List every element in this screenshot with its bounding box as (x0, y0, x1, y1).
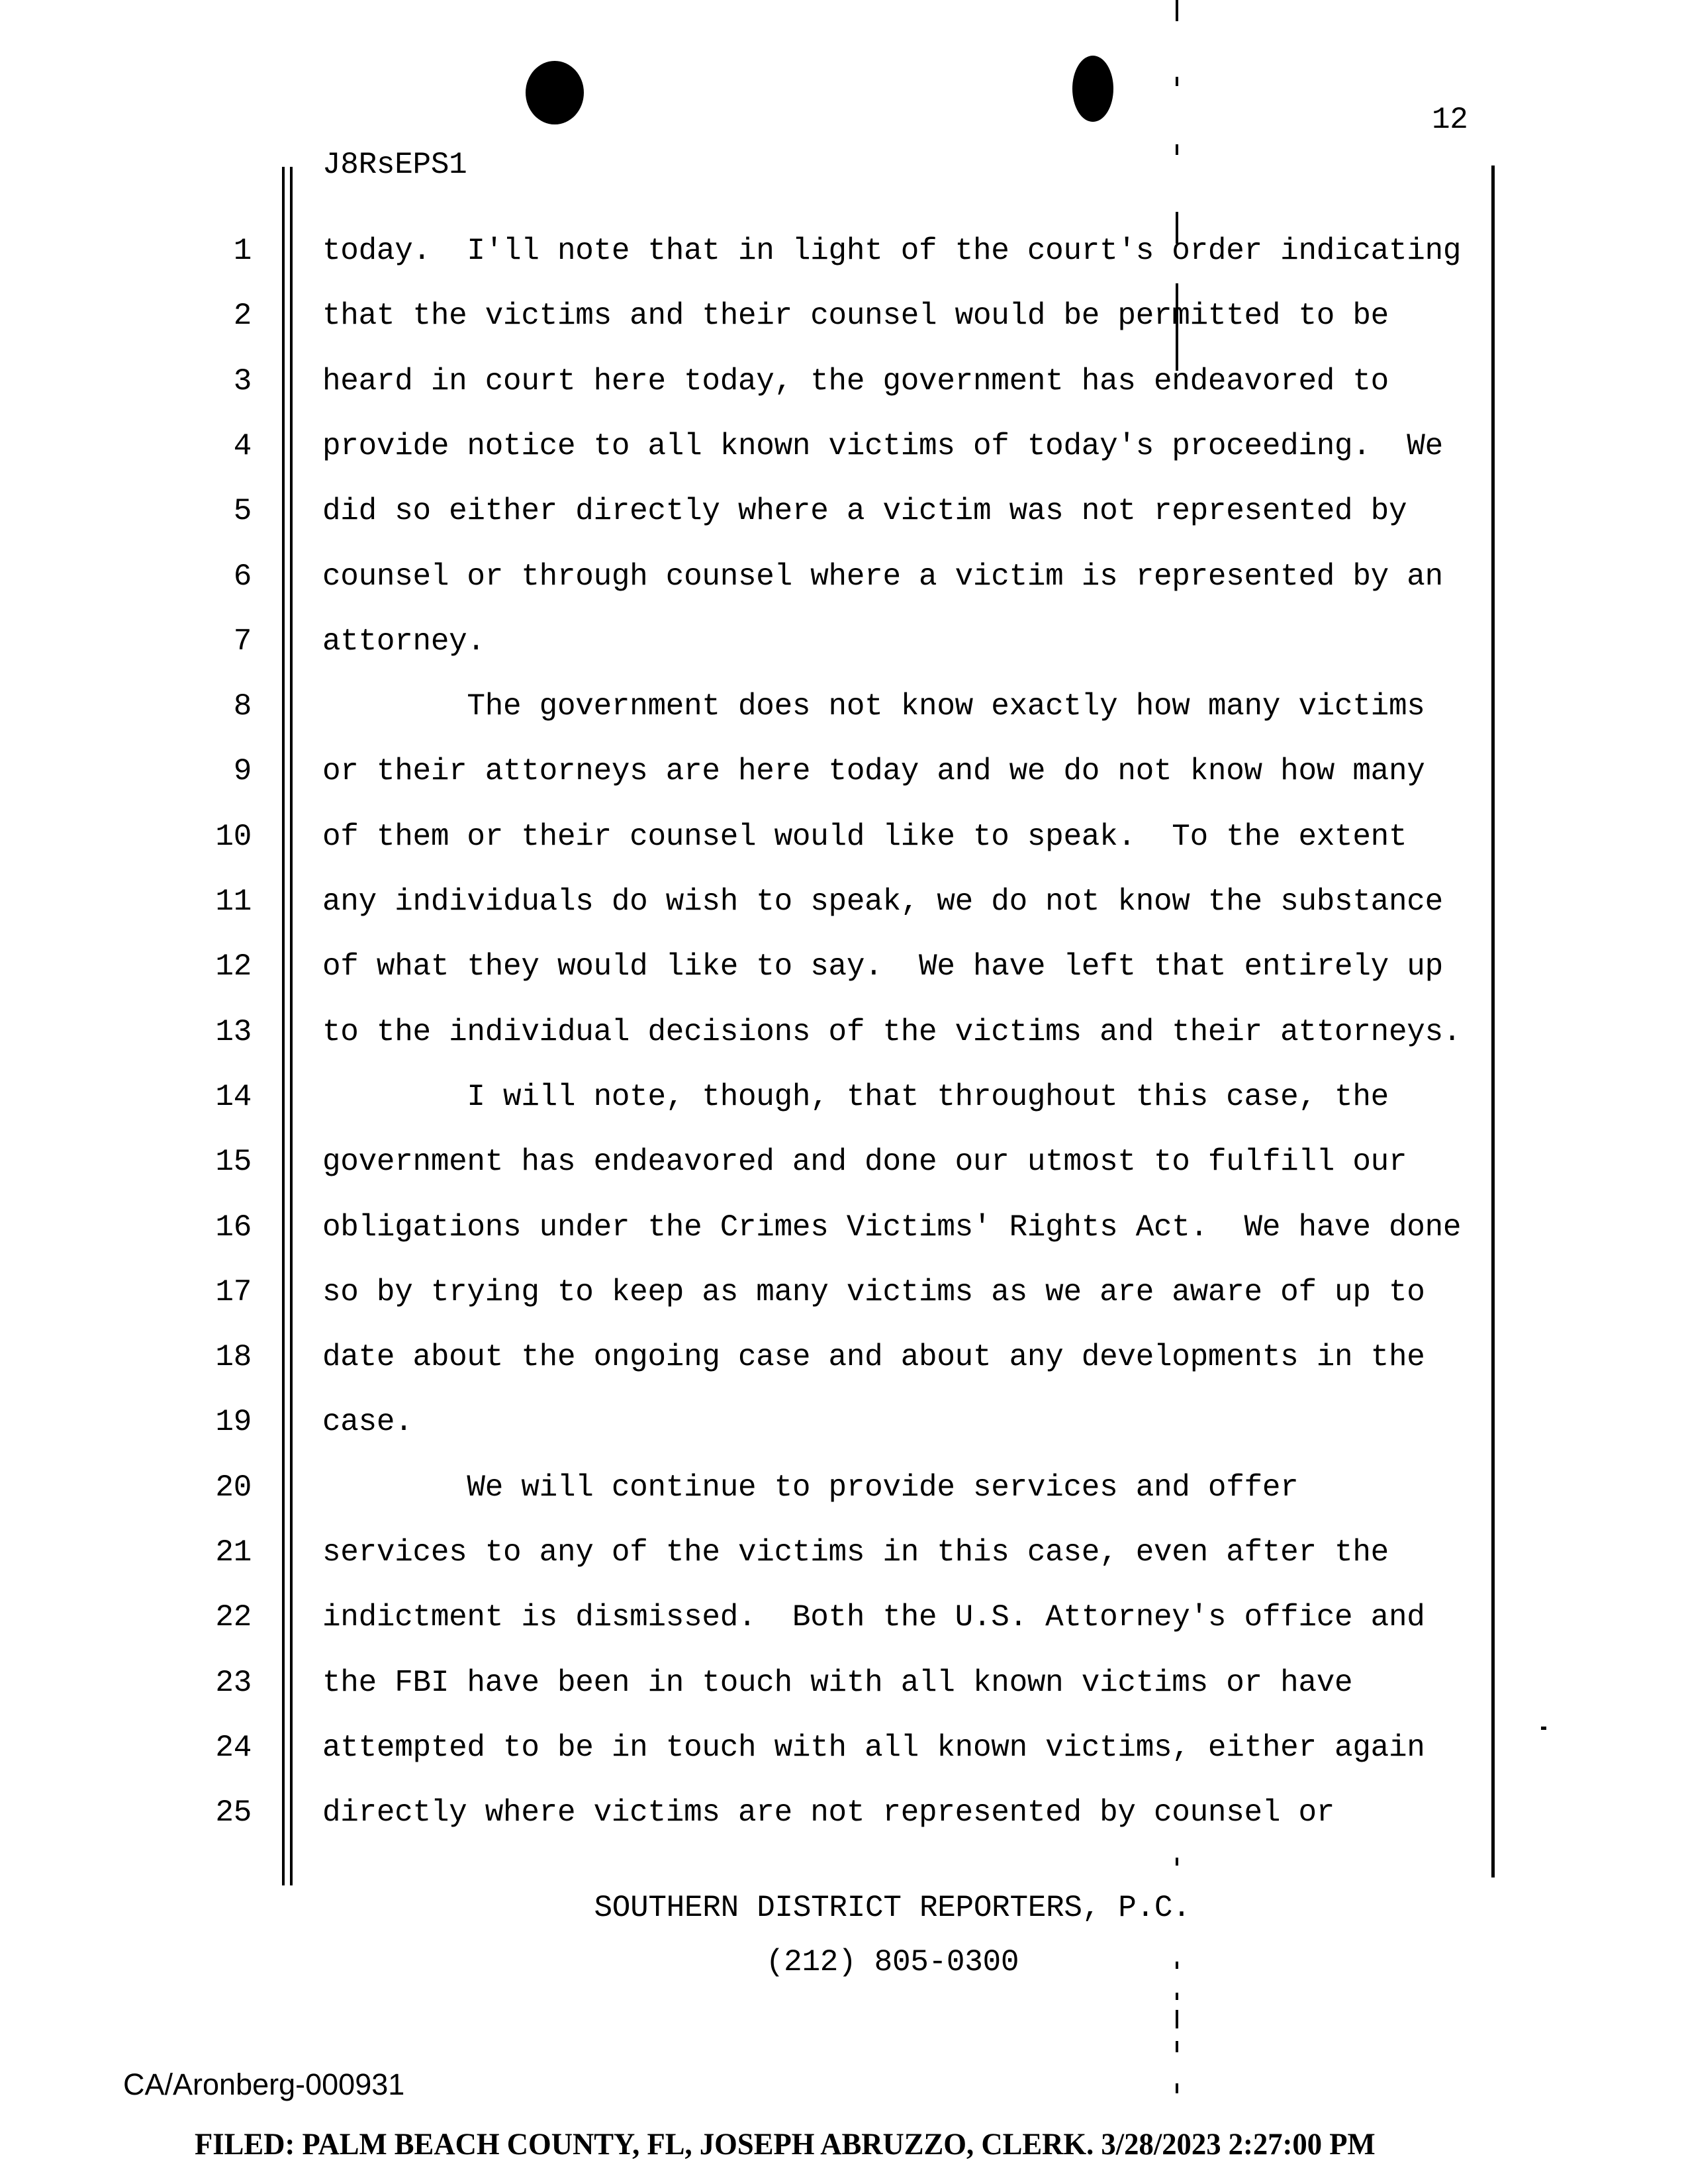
line-number: 12 (215, 949, 252, 984)
scan-artifact-dash (1176, 144, 1178, 155)
line-text: so by trying to keep as many victims as we are aware of up to (322, 1275, 1425, 1309)
line-number: 4 (233, 429, 252, 463)
left-margin-rule (290, 167, 293, 1885)
line-number: 9 (233, 754, 252, 788)
line-text: counsel or through counsel where a victim is represented by an (322, 559, 1443, 594)
line-number: 10 (215, 820, 252, 854)
scan-artifact-dash (1176, 2041, 1178, 2052)
scan-artifact-dash (1176, 2010, 1178, 2028)
scan-artifact-dash (1176, 1858, 1178, 1866)
line-number: 11 (215, 884, 252, 919)
line-number: 3 (233, 364, 252, 399)
line-number: 2 (233, 299, 252, 333)
left-margin-rule (282, 167, 285, 1885)
page-number: 12 (1432, 103, 1468, 137)
line-number: 7 (233, 624, 252, 659)
line-number: 25 (215, 1795, 252, 1830)
line-number: 8 (233, 689, 252, 724)
line-text: or their attorneys are here today and we do not know how many (322, 754, 1425, 788)
bates-number: CA/Aronberg-000931 (123, 2067, 405, 2101)
line-text: attempted to be in touch with all known victims, either again (322, 1731, 1425, 1765)
line-text: heard in court here today, the government has endeavored to (322, 364, 1389, 399)
hole-punch-icon (1072, 56, 1113, 122)
line-number: 22 (215, 1600, 252, 1635)
line-text: of what they would like to say. We have left that entirely up (322, 949, 1443, 984)
line-text: provide notice to all known victims of today's proceeding. We (322, 429, 1443, 463)
filed-stamp: FILED: PALM BEACH COUNTY, FL, JOSEPH ABRUZZO, CLERK. 3/28/2023 2:27:00 PM (195, 2127, 1376, 2161)
right-margin-rule (1491, 166, 1495, 1877)
line-text: obligations under the Crimes Victims' Rights Act. We have done (322, 1210, 1462, 1245)
line-text: of them or their counsel would like to speak. To the extent (322, 820, 1407, 854)
line-text: services to any of the victims in this case, even after the (322, 1535, 1389, 1570)
line-text: directly where victims are not represented by counsel or (322, 1795, 1335, 1830)
line-number: 23 (215, 1666, 252, 1700)
scan-artifact-dash (1176, 1993, 1178, 2000)
line-number: 14 (215, 1080, 252, 1114)
line-text: did so either directly where a victim was not represented by (322, 494, 1407, 528)
line-text: the FBI have been in touch with all known victims or have (322, 1666, 1353, 1700)
scan-artifact-dash (1176, 77, 1178, 86)
line-number: 16 (215, 1210, 252, 1245)
scan-speck (1541, 1727, 1546, 1730)
line-text: I will note, though, that throughout this case, the (322, 1080, 1389, 1114)
line-text: any individuals do wish to speak, we do not know the substance (322, 884, 1443, 919)
scan-artifact-dash (1176, 2083, 1178, 2093)
scan-artifact-dash (1176, 0, 1178, 21)
line-text: today. I'll note that in light of the court's order indicating (322, 234, 1462, 268)
line-number: 6 (233, 559, 252, 594)
line-text: case. (322, 1405, 413, 1439)
line-text: The government does not know exactly how many victims (322, 689, 1425, 724)
reporter-phone: (212) 805-0300 (765, 1945, 1019, 1979)
line-text: We will continue to provide services and offer (322, 1470, 1299, 1505)
line-number: 21 (215, 1535, 252, 1570)
line-number: 20 (215, 1470, 252, 1505)
line-number: 17 (215, 1275, 252, 1309)
line-text: indictment is dismissed. Both the U.S. Attorney's office and (322, 1600, 1425, 1635)
line-text: date about the ongoing case and about any developments in the (322, 1340, 1425, 1374)
line-text: that the victims and their counsel would be permitted to be (322, 299, 1389, 333)
line-number: 24 (215, 1731, 252, 1765)
line-number: 5 (233, 494, 252, 528)
hole-punch-icon (526, 61, 584, 124)
transcript-header-code: J8RsEPS1 (322, 148, 467, 182)
line-number: 13 (215, 1015, 252, 1049)
line-number: 1 (233, 234, 252, 268)
line-number: 19 (215, 1405, 252, 1439)
line-number: 15 (215, 1145, 252, 1179)
line-text: to the individual decisions of the victims and their attorneys. (322, 1015, 1462, 1049)
line-number: 18 (215, 1340, 252, 1374)
line-text: government has endeavored and done our utmost to fulfill our (322, 1145, 1407, 1179)
reporter-name: SOUTHERN DISTRICT REPORTERS, P.C. (594, 1891, 1191, 1925)
line-text: attorney. (322, 624, 485, 659)
